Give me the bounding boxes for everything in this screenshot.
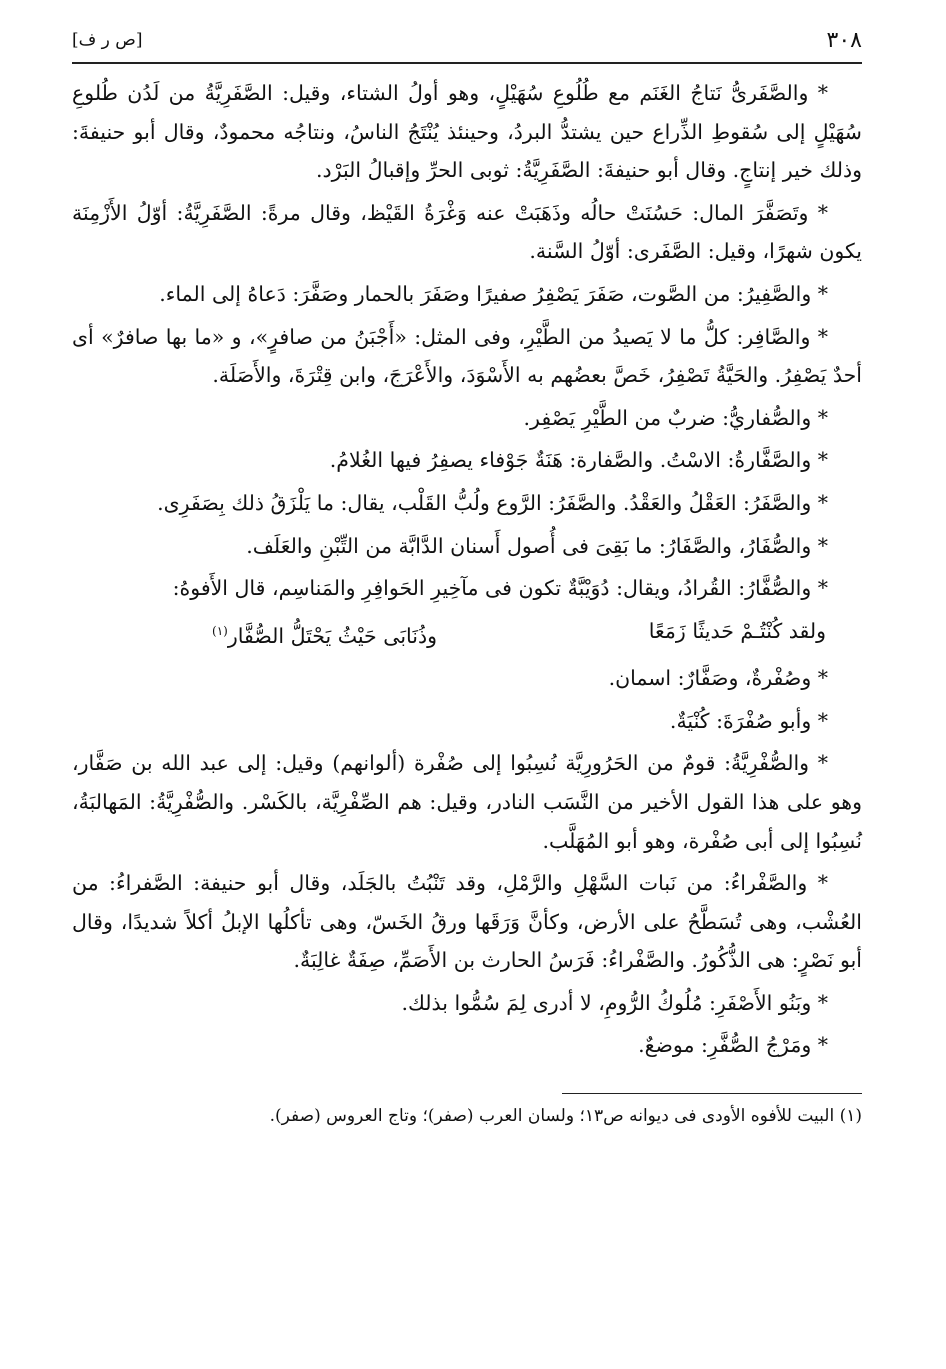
paragraph: * والصَّفْراءُ: من نَبات السَّهْلِ والرَّمْلِ، وقد تَنْبُتُ بالجَلَد، وقال أبو حنيفة: الصَّفراءُ: من العُشْب، وهى تُسَطَّحُ على الأرض، وكأنَّ وَرَقَها ورقُ الخَسّ، وهى تأكلُها الإبلُ أكلاً شديدًا، وقال أبو نَصْرٍ: هى الذُّكُورُ. والصَّفْراءُ: فَرَسُ الحارث بن الأَصَمِّ، صِفَةٌ غالِبَةٌ. (72, 871, 862, 973)
paragraph: * وصُفْرةٌ، وصَفَّارٌ: اسمان. (608, 666, 828, 691)
verse (72, 612, 862, 655)
footnote-reference: (١) (212, 623, 228, 638)
paragraph: * والصَّفَرىُّ نَتاجُ الغَنَم مع طُلُوعِ سُهَيْلٍ، وهو أولُ الشتاء، وقيل: الصَّفَرِيَّةُ من لَدُن طُلوعِ سُهَيْلٍ إلى سُقوطِ الذِّراع حين يشتدُّ البردُ، وحينئذ يُنْتَجُ الناسُ، ونتاجُه محمودٌ، وقال أبو حنيفةَ: وذلك خير إنتاجٍ. وقال أبو حنيفةَ: الصَّفَرِيَّةُ: ثوبى الحرِّ وإقبالُ البَرْد. (72, 81, 862, 183)
page-header (72, 24, 862, 58)
paragraph: * والصَّفَّارةُ: الاسْتُ. والصَّفارة: هَنَةٌ جَوْفاء يصفِرُ فيها الغُلامُ. (329, 448, 828, 473)
paragraph: * والصُّفَّارُ: القُرادُ، ويقال: دُوَيْبَّةٌ تكون فى مآخِيرِ الحَوافِرِ والمَناسِم، قال الأَفوهُ: (172, 576, 828, 601)
header-rule (72, 62, 862, 64)
verse-hemistich-1: ولقد كُنْتُـمْ حَديثًا زَمَعًا (648, 618, 826, 643)
paragraph: * والصَّفَرُ: العَقْلُ والعَقْدُ. والصَّفَرُ: الرَّوع ولُبُّ القَلْب، يقال: ما يَلْزَقُ ذلك بِصَفَرِى. (157, 490, 828, 515)
section-marker: [ص ر ف] (72, 30, 143, 50)
paragraph: * والصُّفْرِيَّةُ: قومٌ من الحَرُورِيَّة نُسِبُوا إلى صُفْرة (ألوانهم) وقيل: إلى عبد الله بن صَفَّار، وهو على هذا القول الأخير من النَّسَب النادر، وقيل: هم الصِّفْرِيَّة، بالكَسْر. والصُّفْرِيَّةُ: المَهالبَةُ، نُسِبُوا إلى أبى صُفْرة، وهو أبو المُهَلَّب. (72, 751, 862, 853)
entry-body (72, 74, 862, 1065)
page (72, 24, 862, 1130)
paragraph: * والصُّفَارُ، والصَّفَارُ: ما بَقِىَ فى أُصول أَسنان الدَّابَّة من التِّبْنِ والعَلَف. (246, 533, 828, 558)
paragraph: * والصُّفاريُّ: ضربٌ من الطَّيْرِ يَصْفِر. (523, 405, 828, 430)
verse-hemistich-2 (212, 612, 437, 655)
paragraph: * وتَصَفَّرَ المال: حَسُنَتْ حالُه وذَهَبَتْ عنه وَغْرَةُ القَيْظ، وقال مرةً: الصَّفَرِيَّةُ: أوّلُ الأَزْمِنَة يكون شهرًا، وقيل: الصَّفَرى: أوّلُ السَّنة. (72, 200, 862, 264)
paragraph: * وأبو صُفْرَةَ: كُنْيَةٌ. (669, 708, 828, 733)
footnote-rule (562, 1093, 862, 1094)
page-number: ٣٠٨ (826, 28, 862, 53)
paragraph: * ومَرْجُ الصُّفَّرِ: موضعٌ. (638, 1033, 828, 1058)
paragraph: * وبَنُو الأَصْفَرِ: مُلُوكُ الرُّومِ، لا أدرى لِمَ سُمُّوا بذلك. (401, 990, 828, 1015)
paragraph: * والصَّفِيرُ: من الصَّوت، صَفَرَ يَصْفِرُ صفيرًا وصَفَرَ بالحمار وصَفَّرَ: دَعاهُ إلى الماء. (159, 281, 828, 306)
footnote: (١) البيت للأفوه الأودى فى ديوانه ص١٣؛ ولسان العرب (صفر)؛ وتاج العروس (صفر). (269, 1106, 862, 1127)
paragraph: * والصَّافِر: كلُّ ما لا يَصيدُ من الطَّيْرِ، وفى المثل: «أَجْبَنُ من صافرٍ»، و «ما بها صافرٌ» أى أحدٌ يَصْفِرُ. والحَيَّةُ تَصْفِرُ، خَصَّ بعضُهم به الأَسْوَدَ، والأَعْرَجَ، وابن قِتْرَةَ، والأَصَلَة. (72, 324, 862, 388)
verse-hemistich-2-text: وذُنَابَى حَيْثُ يَحْتَلُّ الصُّفَّار (227, 623, 438, 648)
